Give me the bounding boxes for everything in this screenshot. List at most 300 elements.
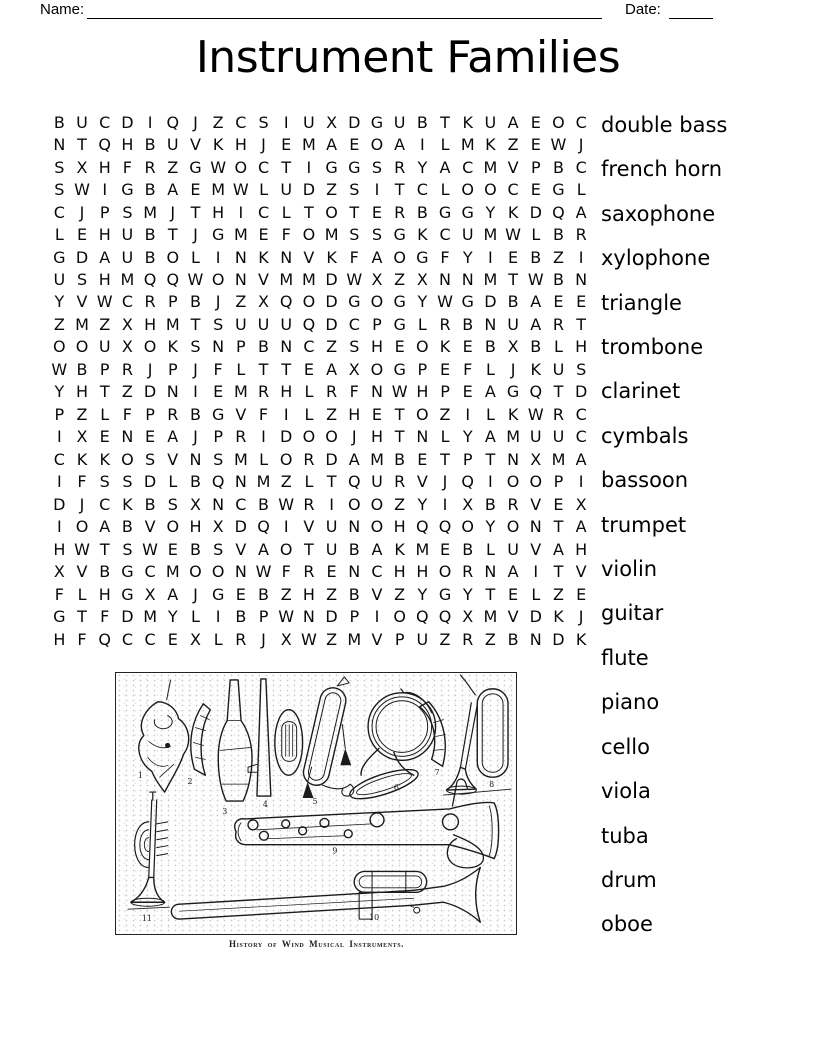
grid-letter: I <box>374 607 380 627</box>
grid-letter: L <box>531 225 541 245</box>
grid-letter: B <box>144 494 156 514</box>
grid-letter: V <box>371 584 383 604</box>
grid-letter: A <box>484 382 496 402</box>
grid-letter: M <box>483 270 498 290</box>
grid-letter: O <box>393 607 406 627</box>
grid-letter: A <box>507 562 519 582</box>
grid-letter: S <box>99 472 110 492</box>
grid-letter: F <box>463 359 473 379</box>
grid-letter: E <box>145 427 156 447</box>
grid-letter: O <box>529 472 543 492</box>
grid-letter: D <box>325 314 338 334</box>
grid-letter: X <box>189 629 201 649</box>
word-list-item: violin <box>601 557 658 582</box>
word-list-item: oboe <box>601 912 653 937</box>
grid-letter: N <box>416 427 429 447</box>
grid-letter: B <box>258 584 270 604</box>
grid-letter: P <box>417 359 428 379</box>
grid-letter: Z <box>76 404 88 424</box>
grid-letter: P <box>99 359 110 379</box>
grid-letter: O <box>438 562 452 582</box>
grid-letter: K <box>212 135 224 155</box>
grid-letter: V <box>189 135 201 155</box>
grid-letter: H <box>416 382 429 402</box>
grid-letter: T <box>99 382 110 402</box>
grid-letter: X <box>212 517 224 537</box>
grid-letter: D <box>53 494 66 514</box>
grid-letter: S <box>371 225 383 245</box>
grid-letter: P <box>167 359 178 379</box>
grid-letter: B <box>507 292 519 312</box>
grid-letter: G <box>121 562 134 582</box>
grid-letter: N <box>234 247 247 267</box>
word-list-item: flute <box>601 645 649 670</box>
grid-letter: D <box>121 112 134 132</box>
grid-letter: U <box>507 539 519 559</box>
grid-letter: H <box>98 584 111 604</box>
grid-letter: D <box>574 382 588 402</box>
grid-letter: I <box>442 494 448 514</box>
grid-letter: Z <box>394 584 406 604</box>
grid-letter: K <box>122 494 133 514</box>
grid-letter: Y <box>417 292 428 312</box>
grid-letter: N <box>234 472 247 492</box>
grid-letter: Q <box>257 517 270 537</box>
grid-letter: T <box>485 584 496 604</box>
word-list-item: guitar <box>601 601 664 626</box>
folded-trumpet-drawing <box>301 677 354 798</box>
grid-letter: G <box>348 292 361 312</box>
grid-letter: A <box>99 247 111 267</box>
club-horn-drawing <box>218 680 252 801</box>
grid-letter: V <box>530 494 542 514</box>
grid-letter: M <box>302 135 316 155</box>
word-list-item: cello <box>601 734 650 759</box>
grid-letter: A <box>394 135 406 155</box>
grid-letter: X <box>189 494 201 514</box>
grid-letter: S <box>122 539 133 559</box>
grid-letter: I <box>215 607 221 627</box>
grid-letter: R <box>552 404 565 424</box>
grid-letter: H <box>575 539 588 559</box>
grid-letter: O <box>121 449 134 469</box>
grid-letter: T <box>394 180 405 200</box>
grid-letter: I <box>306 157 312 177</box>
grid-letter: J <box>193 225 198 245</box>
grid-letter: D <box>325 607 338 627</box>
grid-letter: E <box>167 629 178 649</box>
grid-letter: C <box>99 112 111 132</box>
grid-letter: T <box>77 135 87 155</box>
grid-letter: Y <box>485 202 496 222</box>
grid-letter: H <box>348 404 361 424</box>
grid-letter: O <box>552 112 565 132</box>
grid-letter: L <box>304 404 314 424</box>
grid-letter: K <box>167 337 179 357</box>
trombone-drawing <box>171 868 480 923</box>
grid-letter: C <box>439 225 451 245</box>
grid-letter: T <box>190 314 201 334</box>
grid-letter: G <box>325 157 338 177</box>
grid-letter: A <box>552 539 564 559</box>
grid-letter: Y <box>167 607 178 627</box>
grid-letter: I <box>56 517 62 537</box>
grid-letter: L <box>259 449 268 469</box>
grid-letter: F <box>440 247 450 267</box>
grid-letter: B <box>189 539 201 559</box>
grid-letter: I <box>102 180 108 200</box>
grid-letter: K <box>258 247 269 267</box>
grid-letter: E <box>281 135 292 155</box>
grid-letter: M <box>143 202 157 222</box>
grid-letter: U <box>234 314 247 334</box>
grid-letter: Q <box>416 607 429 627</box>
grid-letter: A <box>167 427 179 447</box>
grid-letter: S <box>213 314 224 334</box>
grid-letter: N <box>121 427 134 447</box>
grid-letter: Z <box>439 404 451 424</box>
grid-letter: W <box>505 225 521 245</box>
grid-letter: H <box>53 539 66 559</box>
grid-letter: M <box>506 427 520 447</box>
grid-letter: G <box>211 584 225 604</box>
grid-letter: E <box>417 449 428 469</box>
grid-letter: L <box>191 247 200 267</box>
grid-letter: W <box>437 292 453 312</box>
grid-letter: U <box>484 112 497 132</box>
grid-letter: U <box>552 359 565 379</box>
grid-letter: M <box>347 629 362 649</box>
grid-letter: C <box>416 180 428 200</box>
grid-letter: I <box>283 517 289 537</box>
word-list-item: triangle <box>601 290 682 315</box>
grid-letter: B <box>507 629 519 649</box>
grid-letter: O <box>347 494 361 514</box>
grid-letter: M <box>143 607 157 627</box>
grid-letter: J <box>261 135 266 155</box>
grid-letter: C <box>144 562 156 582</box>
grid-letter: P <box>372 314 382 334</box>
grid-letter: U <box>280 314 293 334</box>
grid-letter: V <box>303 517 315 537</box>
figure-number: 8 <box>489 780 495 790</box>
grid-letter: Y <box>54 292 65 312</box>
grid-letter: P <box>440 382 450 402</box>
grid-letter: P <box>462 449 473 469</box>
grid-letter: S <box>122 202 133 222</box>
grid-letter: Q <box>279 292 293 312</box>
grid-letter: O <box>370 135 384 155</box>
word-search-grid <box>48 111 593 650</box>
grid-letter: M <box>324 225 339 245</box>
grid-letter: I <box>56 427 62 447</box>
grid-letter: A <box>326 359 338 379</box>
word-list-item: trumpet <box>601 512 687 537</box>
grid-letter: H <box>98 225 111 245</box>
grid-letter: Z <box>280 472 292 492</box>
grid-letter: L <box>100 404 110 424</box>
grid-letter: Q <box>461 472 475 492</box>
grid-letter: T <box>281 359 292 379</box>
grid-letter: L <box>554 337 563 357</box>
grid-letter: T <box>576 314 587 334</box>
grid-letter: U <box>325 539 338 559</box>
grid-letter: D <box>234 517 247 537</box>
grid-letter: Q <box>438 607 452 627</box>
grid-letter: H <box>144 314 157 334</box>
grid-letter: U <box>529 427 542 447</box>
grid-letter: Z <box>167 157 179 177</box>
grid-letter: W <box>51 359 68 379</box>
grid-letter: T <box>281 157 292 177</box>
word-list-item: bassoon <box>601 468 689 493</box>
grid-letter: G <box>552 180 565 200</box>
grid-letter: R <box>303 562 315 582</box>
grid-letter: R <box>575 225 587 245</box>
grid-letter: G <box>506 382 520 402</box>
grid-letter: C <box>121 292 133 312</box>
grid-letter: X <box>76 157 88 177</box>
grid-letter: L <box>304 472 314 492</box>
grid-letter: M <box>551 449 566 469</box>
date-input-line[interactable] <box>669 1 713 19</box>
grid-letter: P <box>553 472 564 492</box>
grid-letter: V <box>530 539 542 559</box>
grid-letter: C <box>575 157 587 177</box>
grid-letter: G <box>438 584 452 604</box>
word-list-item: cymbals <box>601 423 689 448</box>
grid-letter: S <box>213 449 224 469</box>
grid-letter: Z <box>326 180 338 200</box>
grid-letter: F <box>77 472 87 492</box>
grid-letter: E <box>190 180 201 200</box>
grid-letter: Y <box>462 247 473 267</box>
grid-letter: O <box>166 247 180 267</box>
figure-number: 11 <box>141 914 152 924</box>
grid-letter: Z <box>326 584 338 604</box>
grid-letter: A <box>530 314 542 334</box>
grid-letter: I <box>215 247 221 267</box>
grid-letter: O <box>211 270 225 290</box>
grid-letter: B <box>348 539 360 559</box>
grid-letter: O <box>302 225 316 245</box>
grid-letter: S <box>167 494 178 514</box>
grid-letter: B <box>144 225 156 245</box>
grid-letter: B <box>552 225 564 245</box>
grid-letter: A <box>167 180 179 200</box>
grid-letter: V <box>371 629 383 649</box>
grid-letter: L <box>485 404 495 424</box>
grid-letter: E <box>167 539 178 559</box>
grid-letter: B <box>552 270 564 290</box>
grid-letter: F <box>100 607 110 627</box>
grid-letter: M <box>279 270 294 290</box>
figure-number: 6 <box>393 783 399 793</box>
grid-letter: S <box>122 472 133 492</box>
name-input-line[interactable] <box>87 1 602 19</box>
grid-letter: Z <box>235 292 247 312</box>
grid-letter: O <box>75 517 89 537</box>
grid-letter: W <box>96 292 113 312</box>
grid-letter: K <box>575 629 587 649</box>
grid-letter: R <box>394 472 406 492</box>
grid-letter: S <box>349 337 360 357</box>
grid-letter: N <box>234 562 247 582</box>
grid-letter: K <box>485 135 496 155</box>
grid-letter: S <box>145 449 156 469</box>
grid-letter: Q <box>98 135 112 155</box>
grid-letter: W <box>346 270 363 290</box>
grid-letter: H <box>416 562 429 582</box>
grid-letter: X <box>121 337 133 357</box>
grid-letter: H <box>98 157 111 177</box>
grid-letter: K <box>530 359 542 379</box>
grid-letter: B <box>189 472 201 492</box>
grid-letter: H <box>212 202 225 222</box>
grid-letter: O <box>370 292 384 312</box>
grid-letter: U <box>257 314 270 334</box>
grid-letter: Z <box>280 584 292 604</box>
grid-letter: B <box>189 404 201 424</box>
grid-letter: O <box>75 337 89 357</box>
word-list-item: viola <box>601 779 651 804</box>
grid-letter: B <box>258 494 270 514</box>
grid-letter: B <box>416 112 428 132</box>
grid-letter: I <box>488 472 493 492</box>
grid-letter: R <box>235 427 247 447</box>
grid-letter: W <box>391 382 408 402</box>
grid-letter: H <box>121 135 134 155</box>
grid-letter: N <box>212 337 225 357</box>
grid-letter: C <box>53 202 65 222</box>
grid-letter: Z <box>484 629 496 649</box>
grid-letter: Z <box>326 629 338 649</box>
grid-letter: J <box>442 472 448 492</box>
grid-letter: M <box>233 382 248 402</box>
grid-letter: Y <box>485 517 496 537</box>
grid-letter: U <box>416 629 429 649</box>
grid-letter: F <box>122 404 132 424</box>
grid-letter: S <box>371 157 383 177</box>
grid-letter: M <box>302 270 316 290</box>
grid-letter: T <box>394 427 405 447</box>
grid-letter: O <box>461 180 475 200</box>
grid-letter: B <box>258 337 270 357</box>
grid-letter: R <box>439 314 451 334</box>
grid-letter: J <box>261 629 266 649</box>
grid-letter: L <box>417 314 427 334</box>
grid-letter: C <box>575 112 587 132</box>
grid-letter: U <box>552 427 565 447</box>
grid-letter: D <box>75 247 89 267</box>
grid-letter: Z <box>507 135 519 155</box>
grid-letter: Z <box>439 629 451 649</box>
grid-letter: N <box>280 247 293 267</box>
grid-letter: R <box>303 449 315 469</box>
grid-letter: X <box>258 292 270 312</box>
grid-letter: I <box>578 247 584 267</box>
grid-letter: J <box>79 494 85 514</box>
grid-letter: P <box>213 427 223 447</box>
grid-letter: R <box>235 629 247 649</box>
grid-letter: L <box>259 180 268 200</box>
grid-letter: M <box>483 607 498 627</box>
grid-letter: T <box>167 225 178 245</box>
grid-letter: A <box>575 202 587 222</box>
grid-letter: X <box>507 337 519 357</box>
grid-letter: H <box>370 427 383 447</box>
grid-letter: C <box>99 494 111 514</box>
grid-letter: V <box>235 404 247 424</box>
grid-letter: M <box>233 225 248 245</box>
grid-letter: P <box>145 404 155 424</box>
figure-number: 3 <box>222 806 228 816</box>
grid-letter: W <box>527 404 544 424</box>
grid-letter: C <box>53 449 65 469</box>
grid-letter: M <box>75 314 89 334</box>
grid-letter: E <box>576 292 587 312</box>
grid-letter: H <box>280 382 293 402</box>
grid-letter: A <box>326 135 338 155</box>
grid-letter: C <box>507 180 519 200</box>
grid-letter: P <box>236 337 246 357</box>
grid-letter: J <box>578 135 584 155</box>
grid-letter: J <box>170 202 176 222</box>
grid-letter: G <box>189 157 202 177</box>
grid-letter: B <box>235 607 247 627</box>
grid-letter: C <box>257 157 270 177</box>
grid-letter: B <box>462 314 474 334</box>
grid-letter: J <box>193 427 198 447</box>
grid-letter: E <box>553 494 564 514</box>
grid-letter: O <box>279 449 293 469</box>
grid-letter: O <box>461 517 475 537</box>
grid-letter: O <box>416 404 429 424</box>
grid-letter: R <box>144 292 156 312</box>
grid-letter: B <box>530 247 542 267</box>
grid-letter: O <box>53 337 66 357</box>
grid-letter: T <box>440 449 450 469</box>
grid-letter: U <box>98 337 111 357</box>
grid-letter: L <box>191 607 200 627</box>
grid-letter: J <box>147 359 153 379</box>
grid-letter: X <box>280 629 292 649</box>
grid-letter: H <box>98 270 111 290</box>
grid-letter: R <box>552 314 565 334</box>
grid-letter: U <box>303 112 315 132</box>
grid-letter: G <box>393 225 406 245</box>
word-list-item: saxophone <box>601 201 716 226</box>
instruments-illustration <box>115 672 517 935</box>
grid-letter: L <box>168 472 178 492</box>
grid-letter: N <box>461 270 474 290</box>
grid-letter: Y <box>417 584 428 604</box>
curved-horn-drawing <box>191 704 211 775</box>
word-list <box>601 112 811 956</box>
grid-letter: U <box>393 112 406 132</box>
grid-letter: V <box>258 270 269 290</box>
grid-letter: I <box>147 112 153 132</box>
grid-letter: I <box>488 247 493 267</box>
grid-letter: E <box>213 382 224 402</box>
grid-letter: H <box>76 382 89 402</box>
grid-letter: L <box>304 382 314 402</box>
grid-letter: W <box>232 180 249 200</box>
grid-letter: J <box>193 359 198 379</box>
grid-letter: P <box>349 607 360 627</box>
grid-letter: W <box>74 539 90 559</box>
grid-letter: R <box>144 157 156 177</box>
